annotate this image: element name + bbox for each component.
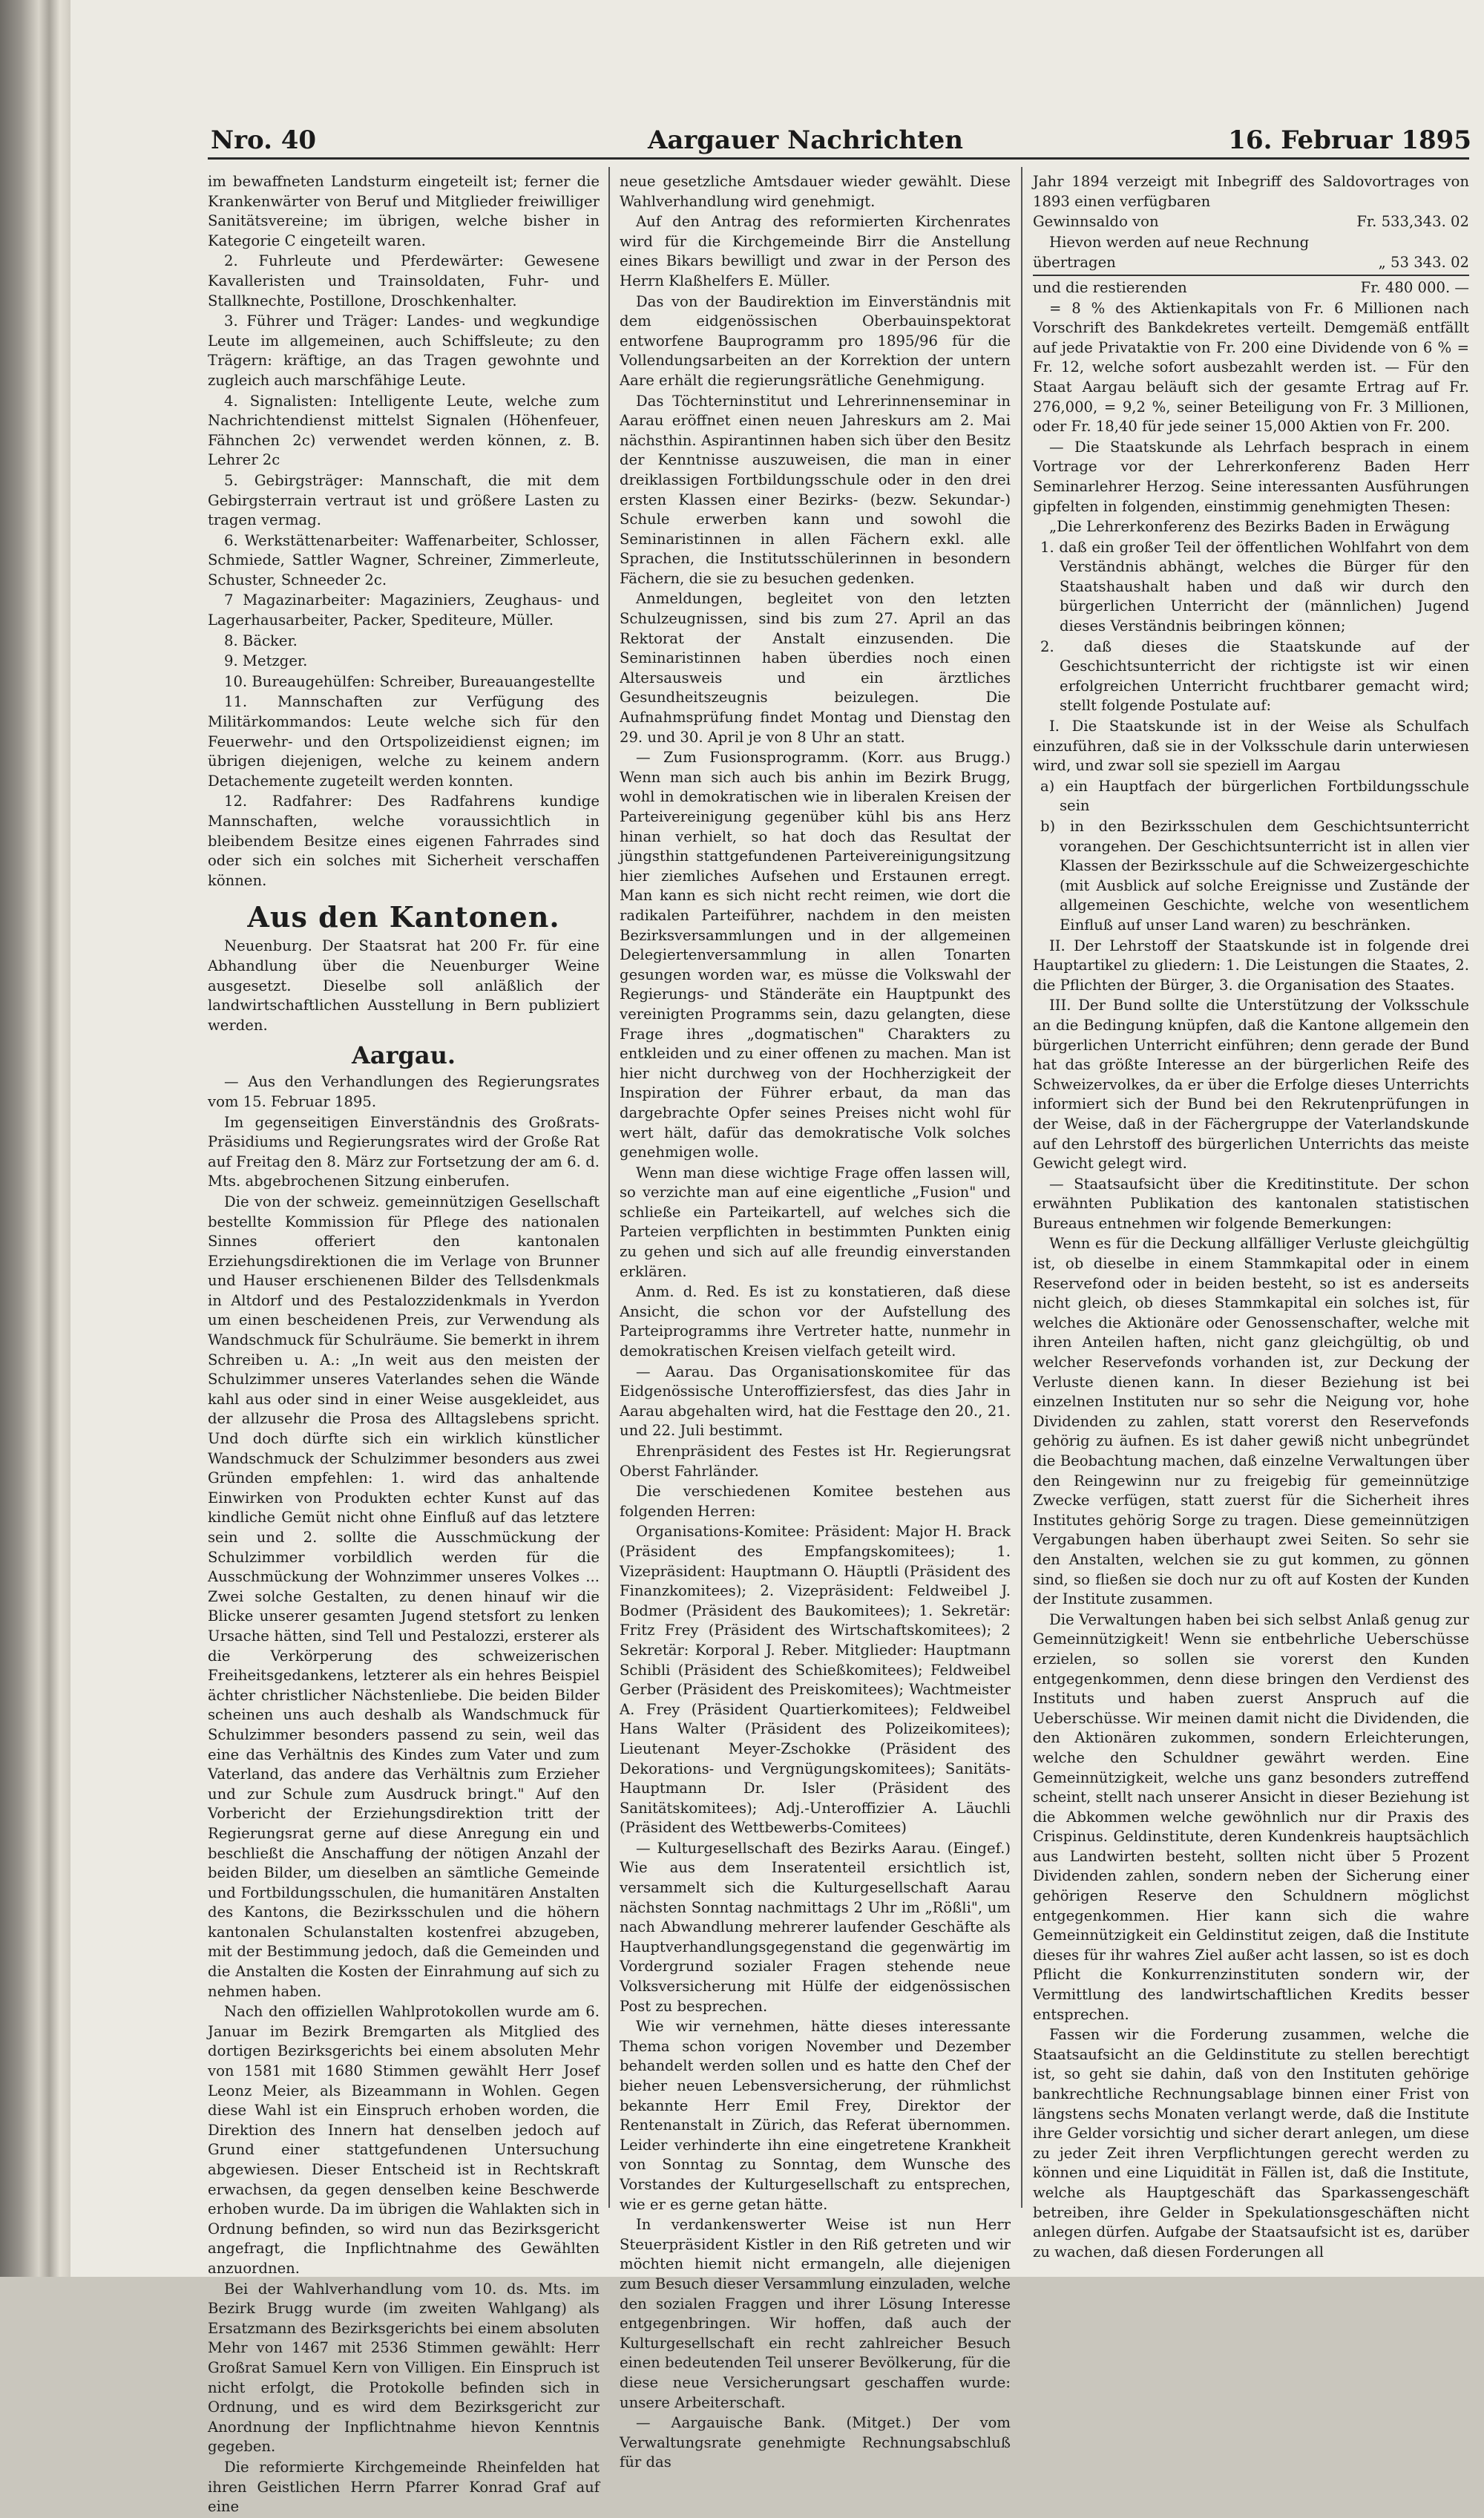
article-paragraph: 3. Führer und Träger: Landes- und wegkundige Leute im allgemeinen, auch Schiffsleute; zu den Trägern: kräftige, an das Tragen gewohnte und zugleich auch marschfähige Leute. [208, 312, 600, 389]
thesis-item: a) ein Hauptfach der bürgerlichen Fortbildungsschule sein [1040, 777, 1469, 815]
article-paragraph: Wenn es für die Deckung allfälliger Verluste gleichgültig ist, ob dieselbe in einem Stammkapital oder in einem Reservefond oder in beiden besteht, so ist es anderseits nicht gleich, ob dieses Stammkapital ein solches ist, für welches die Aktionäre oder Genossenschafter, welche mit ihren Anteilen haften, nicht ganz gleichgültig, ob und welcher Reservefonds vorhanden ist, zur Deckung der Verluste dienen kann. In dieser Beziehung ist bei einzelnen Instituten nur so sehr die Neigung vor, hohe Dividenden zu zahlen, statt vorerst den Reservefonds gehörig zu äufnen. Es ist daher gewiß nicht unbegründet die Beobachtung machen, daß einzelne Verwaltungen über den Reingewinn nur zu freigebig für gemeinnützige Zwecke verfügen, statt zuerst für die Sicherheit ihres Institutes gehörig Sorge zu tragen. Diese gemeinnützigen Vergabungen haben überhaupt zwei Seiten. So sehr sie den Anstalten, welchen sie zu gut kommen, zu gönnen sind, so fließen sie doch nur zu oft auf Kosten der Kunden der Institute zusammen. [1033, 1235, 1469, 1608]
finance-value: „ 53 343. 02 [1378, 254, 1469, 272]
column-left [208, 172, 600, 2518]
article-paragraph: Auf den Antrag des reformierten Kirchenrates wird für die Kirchgemeinde Birr die Anstellung eines Bikars bewilligt und zwar in der Person des Herrn Klaßhelfers E. Müller. [620, 213, 1011, 289]
article-paragraph: III. Der Bund sollte die Unterstützung der Volksschule an die Bedingung knüpfen, daß die Kantone allgemein den bürgerlichen Unterricht einführen; denn gerade der Bund hat das größte Interesse an der bürgerlichen Reife des Schweizervolkes, da er über die Erfolge dieses Unterrichts informiert sich der Bund bei den Rekrutenprüfungen in der Weise, daß in der Fächergruppe der Vaterlandskunde auf den Lehrstoff des bürgerlichen Unterrichts das meiste Gewicht gelegt wird. [1033, 997, 1469, 1173]
finance-row [1033, 278, 1469, 298]
article-paragraph: Wenn man diese wichtige Frage offen lassen will, so verzichte man auf eine eigentliche „Fusion" und schließe ein Parteikartell, auf welches sich die Parteien verpflichten in bestimmten Punkten einig zu gehen und sich auf alle freundig einverstanden erklären. [620, 1164, 1011, 1280]
book-binding-edge [0, 0, 70, 2277]
finance-label: übertragen [1033, 254, 1116, 272]
article-paragraph: Ehrenpräsident des Festes ist Hr. Regierungsrat Oberst Fahrländer. [620, 1443, 1011, 1480]
article-paragraph: 7 Magazinarbeiter: Magaziniers, Zeughaus- und Lagerhausarbeiter, Packer, Spediteure, Müller. [208, 591, 600, 629]
article-paragraph: Die von der schweiz. gemeinnützigen Gesellschaft bestellte Kommission für Pflege des nationalen Sinnes offeriert den kantonalen Erziehungsdirektionen die im Verlage von Brunner und Hauser erschienenen Bilder des Tellsdenkmals in Altdorf und des Pestalozzidenkmals in Yverdon um einen bescheidenen Preis, zur Verwendung als Wandschmuck für Schulräume. Sie bemerkt in ihrem Schreiben u. A.: „In weit aus den meisten der Schulzimmer unseres Vaterlandes sehen die Wände kahl aus oder sind in einer Weise ausgekleidet, aus der allzusehr die Prosa des Alltagslebens spricht. Und doch dürfte sich ein wirklich künstlicher Wandschmuck der Schulzimmer besonders aus zwei Gründen empfehlen: 1. wird das anhaltende Einwirken von Produkten echter Kunst auf das kindliche Gemüt nicht ohne Einfluß auf das letztere sein und 2. sollte die Ausschmückung der Schulzimmer vorbildlich werden für die Ausschmückung der Wohnzimmer unseres Volkes ... Zwei solche Gestalten, zu denen hinauf wir die Blicke unserer gesamten Jugend stetsfort zu lenken Ursache hätten, sind Tell und Pestalozzi, ersterer als die Verkörperung des schweizerischen Freiheitsgedankens, letzterer als ein hehres Beispiel ächter christlicher Nächstenliebe. Die beiden Bilder scheinen uns auch deshalb als Wandschmuck für Schulzimmer besonders passend zu sein, weil das eine das Verhältnis des Kindes zum Vater und zum Vaterland, das andere das Verhältnis zum Erzieher und zur Schule zum Ausdruck bringt." Auf den Vorbericht der Erziehungsdirektion tritt der Regierungsrat gerne auf diese Anregung ein und beschließt die Anschaffung der nötigen Anzahl der beiden Bilder, um dieselben an sämtliche Gemeinde und Fortbildungsschulen, die humanitären Anstalten des Kantons, die Bezirksschulen und die höhern kantonalen Schulanstalten kostenfrei abzugeben, mit der Bestimmung jedoch, daß die Gemeinden und die Anstalten die Kosten der Einrahmung auf sich zu nehmen haben. [208, 1193, 600, 2000]
article-paragraph: „Die Lehrerkonferenz des Bezirks Baden in Erwägung [1049, 518, 1450, 536]
finance-label: und die restierenden [1033, 278, 1187, 296]
article-paragraph: Das von der Baudirektion im Einverständnis mit dem eidgenössischen Oberbauinspektorat entworfene Bauprogramm pro 1895/96 für die Vollendungsarbeiten an der Korrektion der untern Aare erhält die regierungsrätliche Genehmigung. [620, 292, 1011, 389]
article-paragraph: In verdankenswerter Weise ist nun Herr Steuerpräsident Kistler in den Riß getreten und wir möchten hiemit nicht ermangeln, alle diejenigen zum Besuch dieser Versammlung einzuladen, welche den sozialen Fraggen und ihrer Lösung Interesse entgegenbringen. Wir hoffen, daß auch der Kulturgesellschaft ein recht zahlreicher Besuch einen bedeutenden Teil unserer Bevölkerung, für die diese neue Versicherungsart geschaffen wurde: unsere Arbeiterschaft. [620, 2216, 1011, 2411]
article-paragraph: 9. Metzger. [224, 652, 308, 670]
article-paragraph: — Aargauische Bank. (Mitget.) Der vom Verwaltungsrate genehmigte Rechnungsabschluß für das [620, 2414, 1011, 2471]
article-paragraph: 4. Signalisten: Intelligente Leute, welche zum Nachrichtendienst mittelst Signalen (Höhenfeuer, Fähnchen 2c) verwendet werden können, z. B. Lehrer 2c [208, 392, 600, 469]
newspaper-title: Aargauer Nachrichten [647, 125, 964, 155]
article-paragraph: Fassen wir die Forderung zusammen, welche die Staatsaufsicht an die Geldinstitute zu stellen berechtigt ist, so geht sie dahin, daß von den Instituten gehörige bankrechtliche Rechnungsablage binnen einer Frist von längstens sechs Monaten verlangt werde, daß die Institute ihre Gelder vorsichtig und sicher derart anlegen, um diese zu jeder Zeit ihren Verpflichtungen gerecht werden zu können und eine Liquidität in Fällen ist, daß die Institute, welche als Hauptgeschäft das Sparkassengeschäft betreiben, ihre Gelder in Spekulationsgeschäften nicht anlegen dürfen. Aufgabe der Staatsaufsicht ist es, darüber zu wachen, daß diesen Forderungen all [1033, 2026, 1469, 2260]
article-paragraph: 5. Gebirgsträger: Mannschaft, die mit dem Gebirgsterrain vertraut ist und größere Lasten zu tragen vermag. [208, 471, 600, 529]
finance-value: Fr. 533,343. 02 [1356, 213, 1469, 231]
article-paragraph: Die reformierte Kirchgemeinde Rheinfelden hat ihren Geistlichen Herrn Pfarrer Konrad Graf auf eine [208, 2458, 600, 2516]
finance-row [1033, 253, 1469, 273]
article-paragraph: 11. Mannschaften zur Verfügung des Militärkommandos: Leute welche sich für den Feuerwehr- und den Ortspolizeidienst eignen; im übrigen diejenigen, welche zu keinem andern Detachemente zugeteilt werden konnten. [208, 693, 600, 790]
article-paragraph: Anm. d. Red. Es ist zu konstatieren, daß diese Ansicht, die schon vor der Aufstellung des Parteiprogramms ihre Vertreter hatte, nunmehr in demokratischen Kreisen vielfach geteilt wird. [620, 1283, 1011, 1360]
issue-date: 16. Februar 1895 [1228, 125, 1471, 155]
column-divider [608, 167, 610, 2208]
column-middle [620, 172, 1011, 2473]
article-paragraph: 8. Bäcker. [224, 632, 298, 649]
article-paragraph: 6. Werkstättenarbeiter: Waffenarbeiter, Schlosser, Schmiede, Sattler Wagner, Schreiner, Zimmerleute, Schuster, Schneeder 2c. [208, 531, 600, 588]
article-paragraph: Nach den offiziellen Wahlprotokollen wurde am 6. Januar im Bezirk Bremgarten als Mitglied des dortigen Bezirksgerichts bei einem absoluten Mehr von 1581 mit 1680 Stimmen gewählt Herr Josef Leonz Meier, als Bizeammann in Wohlen. Gegen diese Wahl ist ein Einspruch erhoben worden, die Direktion des Innern hat denselben jedoch auf Grund einer stattgefundenen Untersuchung abgewiesen. Dieser Entscheid ist in Rechtskraft erwachsen, da gegen denselben keine Beschwerde erhoben wurde. Da im übrigen die Wahlakten sich in Ordnung befinden, so wird nun das Bezirksgericht angefragt, die Inpflichtnahme des Gewählten anzuordnen. [208, 2003, 600, 2277]
thesis-item: b) in den Bezirksschulen dem Geschichtsunterricht vorangehen. Der Geschichtsunterricht ist in allen vier Klassen der Bezirksschule auf die Schweizergeschichte (mit Ausblick auf solche Ereignisse und Zustände der allgemeinen Geschichte, welche von wesentlichem Einfluß auf unser Land waren) zu beschränken. [1040, 818, 1469, 934]
article-paragraph: Neuenburg. Der Staatsrat hat 200 Fr. für eine Abhandlung über die Neuenburger Weine ausgesetzt. Dieselbe soll anläßlich der landwirtschaftlichen Ausstellung in Bern publiziert werden. [208, 937, 600, 1034]
column-divider [1021, 167, 1022, 2208]
article-paragraph: — Die Staatskunde als Lehrfach besprach in einem Vortrage vor der Lehrerkonferenz Baden Herr Seminarlehrer Herzog. Seine interessanten Ausführungen gipfelten in folgenden, einstimmig genehmigten Thesen: [1033, 438, 1469, 515]
article-paragraph: I. Die Staatskunde ist in der Weise als Schulfach einzuführen, daß sie in der Volksschule darin unterwiesen wird, und zwar soll sie speziell im Aargau [1033, 718, 1469, 775]
article-paragraph: = 8 % des Aktienkapitals von Fr. 6 Millionen nach Vorschrift des Bankdekretes verteilt. Demgemäß entfällt auf jede Privataktie von Fr. 200 eine Dividende von 6 % = Fr. 12, welche sofort ausbezahlt werden ist. — Für den Staat Aargau beläuft sich der gesamte Ertrag auf Fr. 276,000, = 9,2 %, seiner Beteiligung von Fr. 3 Millionen, oder Fr. 18,40 für jede seiner 15,000 Aktien von Fr. 200. [1033, 299, 1469, 436]
section-heading-kantonen: Aus den Kantonen. [247, 900, 560, 934]
header-rule [208, 157, 1469, 160]
sum-rule [1033, 275, 1469, 276]
thesis-item: 2. daß dieses die Staatskunde auf der Geschichtsunterricht der richtigste ist wir einen erfolgreichen Unterricht fruchtbarer gemacht wird; stellt folgende Postulate auf: [1040, 637, 1469, 715]
article-paragraph: im bewaffneten Landsturm eingeteilt ist; ferner die Krankenwärter von Beruf und Mitglieder freiwilliger Sanitätsvereine; im übrigen, welche bisher in Kategorie C eingeteilt waren. [208, 173, 600, 249]
article-paragraph: — Kulturgesellschaft des Bezirks Aarau. (Eingef.) Wie aus dem Inseratenteil ersichtlich ist, versammelt sich die Kulturgesellschaft Aarau nächsten Sonntag nachmittags 2 Uhr im „Rößli", um nach Abwandlung mehrerer laufender Geschäfte als Hauptverhandlungsgegenstand die gegenwärtig im Vordergrund sozialer Fragen stehende neue Volksversicherung mit Hülfe der eidgenössischen Post zu besprechen. [620, 1839, 1011, 2015]
column-right [1033, 172, 1469, 2263]
article-paragraph: Das Töchterninstitut und Lehrerinnenseminar in Aarau eröffnet einen neuen Jahreskurs am 2. Mai nächsthin. Aspirantinnen haben sich über den Besitz der Kenntnisse auszuweisen, die man in einer dreiklassigen Fortbildungsschule oder in den drei ersten Klassen einer Bezirks- (bezw. Sekundar-) Schule erwerben kann und sowohl die Seminaristinnen in allen Fächern exkl. alle Sprachen, die Institutsschülerinnen in besondern Fächern, die sie zu besuchen gedenken. [620, 392, 1011, 587]
article-paragraph: Wie wir vernehmen, hätte dieses interessante Thema schon vorigen November und Dezember behandelt werden sollen und es hatte den Chef der bieher neuen Lebensversicherung, der rühmlichst bekannte Herr Emil Frey, Direktor der Rentenanstalt in Zürich, das Referat übernommen. Leider verhinderte ihn eine eingetretene Krankheit von Sonntag zu Sonntag, dem Wunsche des Vorstandes der Kulturgesellschaft zu entsprechen, wie er es gerne getan hätte. [620, 2018, 1011, 2213]
article-paragraph: — Aarau. Das Organisationskomitee für das Eidgenössische Unteroffiziersfest, das dies Jahr in Aarau abgehalten wird, hat die Festtage den 20., 21. und 22. Juli bestimmt. [620, 1363, 1011, 1440]
article-paragraph: neue gesetzliche Amtsdauer wieder gewählt. Diese Wahlverhandlung wird genehmigt. [620, 173, 1011, 210]
article-paragraph: — Staatsaufsicht über die Kreditinstitute. Der schon erwähnten Publikation des kantonalen statistischen Bureaus entnehmen wir folgende Bemerkungen: [1033, 1175, 1469, 1232]
article-paragraph: — Aus den Verhandlungen des Regierungsrates vom 15. Februar 1895. [208, 1073, 600, 1110]
article-paragraph: Die Verwaltungen haben bei sich selbst Anlaß genug zur Gemeinnützigkeit! Wenn sie entbehrliche Ueberschüsse erzielen, so sollen sie vorerst den Kunden entgegenkommen, denn diese bringen den Verdienst des Instituts und haben zuerst Anspruch auf die Ueberschüsse. Wir meinen damit nicht die Dividenden, die den Aktionären zukommen, sondern Erleichterungen, welche den Schuldner gewährt werden. Eine Gemeinnützigkeit, welche uns ganz besonders zutreffend scheint, stellt nach unserer Ansicht in dieser Beziehung ist die Abkommen welche gewöhnlich nur dir Praxis des Crispinus. Geldinstitute, deren Kundenkreis hauptsächlich aus Landwirten besteht, sollten nicht über 5 Prozent Dividenden zahlen, sondern neben der Sicherung einer gehörigen Reserve den Schuldnern möglichst entgegenkommen. Hier kann sich die wahre Gemeinnützigkeit ein Geldinstitut zeigen, daß die Institute dieses für ihr wahres Ziel außer acht lassen, so ist es doch Pflicht die Konkurrenzinstituten sondern wir, der Vermittlung des landwirtschaftlichen Kredits besser entsprechen. [1033, 1610, 1469, 2023]
article-paragraph: II. Der Lehrstoff der Staatskunde ist in folgende drei Hauptartikel zu gliedern: 1. Die Leistungen die Staates, 2. die Pflichten der Bürger, 3. die Organisation des Staates. [1033, 937, 1469, 994]
article-paragraph: Bei der Wahlverhandlung vom 10. ds. Mts. im Bezirk Brugg wurde (im zweiten Wahlgang) als Ersatzmann des Bezirksgerichts bei einem absoluten Mehr von 1467 mit 2536 Stimmen gewählt: Herr Großrat Samuel Kern von Villigen. Ein Einspruch ist nicht erfolgt, die Protokolle befinden sich in Ordnung, und es wird dem Bezirksgericht zur Anordnung der Inpflichtnahme hievon Kenntnis gegeben. [208, 2280, 600, 2456]
finance-label: Gewinnsaldo von [1033, 213, 1159, 231]
article-paragraph: Anmeldungen, begleitet von den letzten Schulzeugnissen, sind bis zum 27. April an das Rektorat der Anstalt einzusenden. Die Seminaristinnen haben überdies noch einen Altersausweis und ein ärztliches Gesundheitszeugnis beizulegen. Die Aufnahmsprüfung findet Montag und Dienstag den 29. und 30. April je von 8 Uhr an statt. [620, 590, 1011, 746]
article-paragraph: 12. Radfahrer: Des Radfahrens kundige Mannschaften, welche voraussichtlich in bleibendem Besitze eines eigenen Fahrrades sind oder sich ein solches mit Sicherheit verschaffen können. [208, 793, 600, 889]
article-paragraph: Hievon werden auf neue Rechnung [1049, 233, 1310, 251]
article-paragraph: Die verschiedenen Komitee bestehen aus folgenden Herren: [620, 1483, 1011, 1520]
article-paragraph: Jahr 1894 verzeigt mit Inbegriff des Saldovortrages von 1893 einen verfügbaren [1033, 173, 1469, 210]
issue-number: Nro. 40 [211, 125, 317, 155]
finance-row [1033, 212, 1469, 232]
thesis-item: 1. daß ein großer Teil der öffentlichen Wohlfahrt von dem Verständnis abhängt, welches die Bürger für den Staatshaushalt haben und daß wir durch den bürgerlichen Unterricht der (männlichen) Jugend dieses Verständnis beibringen können; [1040, 538, 1469, 635]
article-paragraph: Im gegenseitigen Einverständnis des Großrats-Präsidiums und Regierungsrates wird der Große Rat auf Freitag den 8. März zur Fortsetzung der am 6. d. Mts. abgebrochenen Sitzung einberufen. [208, 1113, 600, 1190]
page-header [139, 122, 1471, 161]
section-heading-aargau: Aargau. [352, 1041, 456, 1070]
article-paragraph: Organisations-Komitee: Präsident: Major H. Brack (Präsident des Empfangskomitees); 1. Vizepräsident: Hauptmann O. Häuptli (Präsident des Finanzkomitees); 2. Vizepräsident: Feldweibel J. Bodmer (Präsident des Baukomitees); 1. Sekretär: Fritz Frey (Präsident des Wirtschaftskomitees); 2 Sekretär: Korporal J. Reber. Mitglieder: Hauptmann Schibli (Präsident des Schießkomitees); Feldweibel Gerber (Präsident des Preiskomitees); Wachtmeister A. Frey (Präsident Quartierkomitees); Feldweibel Hans Walter (Präsident des Polizeikomitees); Lieutenant Meyer-Zschokke (Präsident des Dekorations- und Vergnügungskomitees); Sanitäts-Hauptmann Dr. Isler (Präsident des Sanitätskomitees); Adj.-Unteroffizier A. Läuchli (Präsident des Wettbewerbs-Comitees) [620, 1523, 1011, 1837]
article-paragraph: 2. Fuhrleute und Pferdewärter: Gewesene Kavalleristen und Trainsoldaten, Fuhr- und Stallknechte, Postillone, Droschkenhalter. [208, 252, 600, 309]
finance-value: Fr. 480 000. — [1360, 278, 1469, 296]
article-paragraph: — Zum Fusionsprogramm. (Korr. aus Brugg.) Wenn man sich auch bis anhin im Bezirk Brugg, wohl in demokratischen wie in liberalen Kreisen der Parteivereinigung gegenüber kühl bis ans Herz hinan verhielt, so hat doch das Resultat der jüngsthin stattgefundenen Parteivereinigungsitzung hier ziemliches Aufsehen und Erstaunen erregt. Man kann es sich nicht recht reimen, wie dort die radikalen Parteiführer, nachdem in den meisten Bezirksversammlungen und in der allgemeinen Delegiertenversammlung in allen Tonarten gesungen worden war, es müsse die Volkswahl der Regierungs- und Ständeräte ein Hauptpunkt des vereinigten Programms sein, dazu gelangten, diese Frage ihres „dogmatischen" Charakters zu entkleiden und zu einer offenen zu machen. Man ist hier nicht durchweg von der Hochherzigkeit der Inspiration der Führer erbaut, da man das dargebrachte Opfer seines Preises nicht wohl für wert hält, dafür das demokratische Volk solches genehmigen wolle. [620, 749, 1011, 1161]
article-paragraph: 10. Bureaugehülfen: Schreiber, Bureauangestellte [224, 672, 595, 690]
